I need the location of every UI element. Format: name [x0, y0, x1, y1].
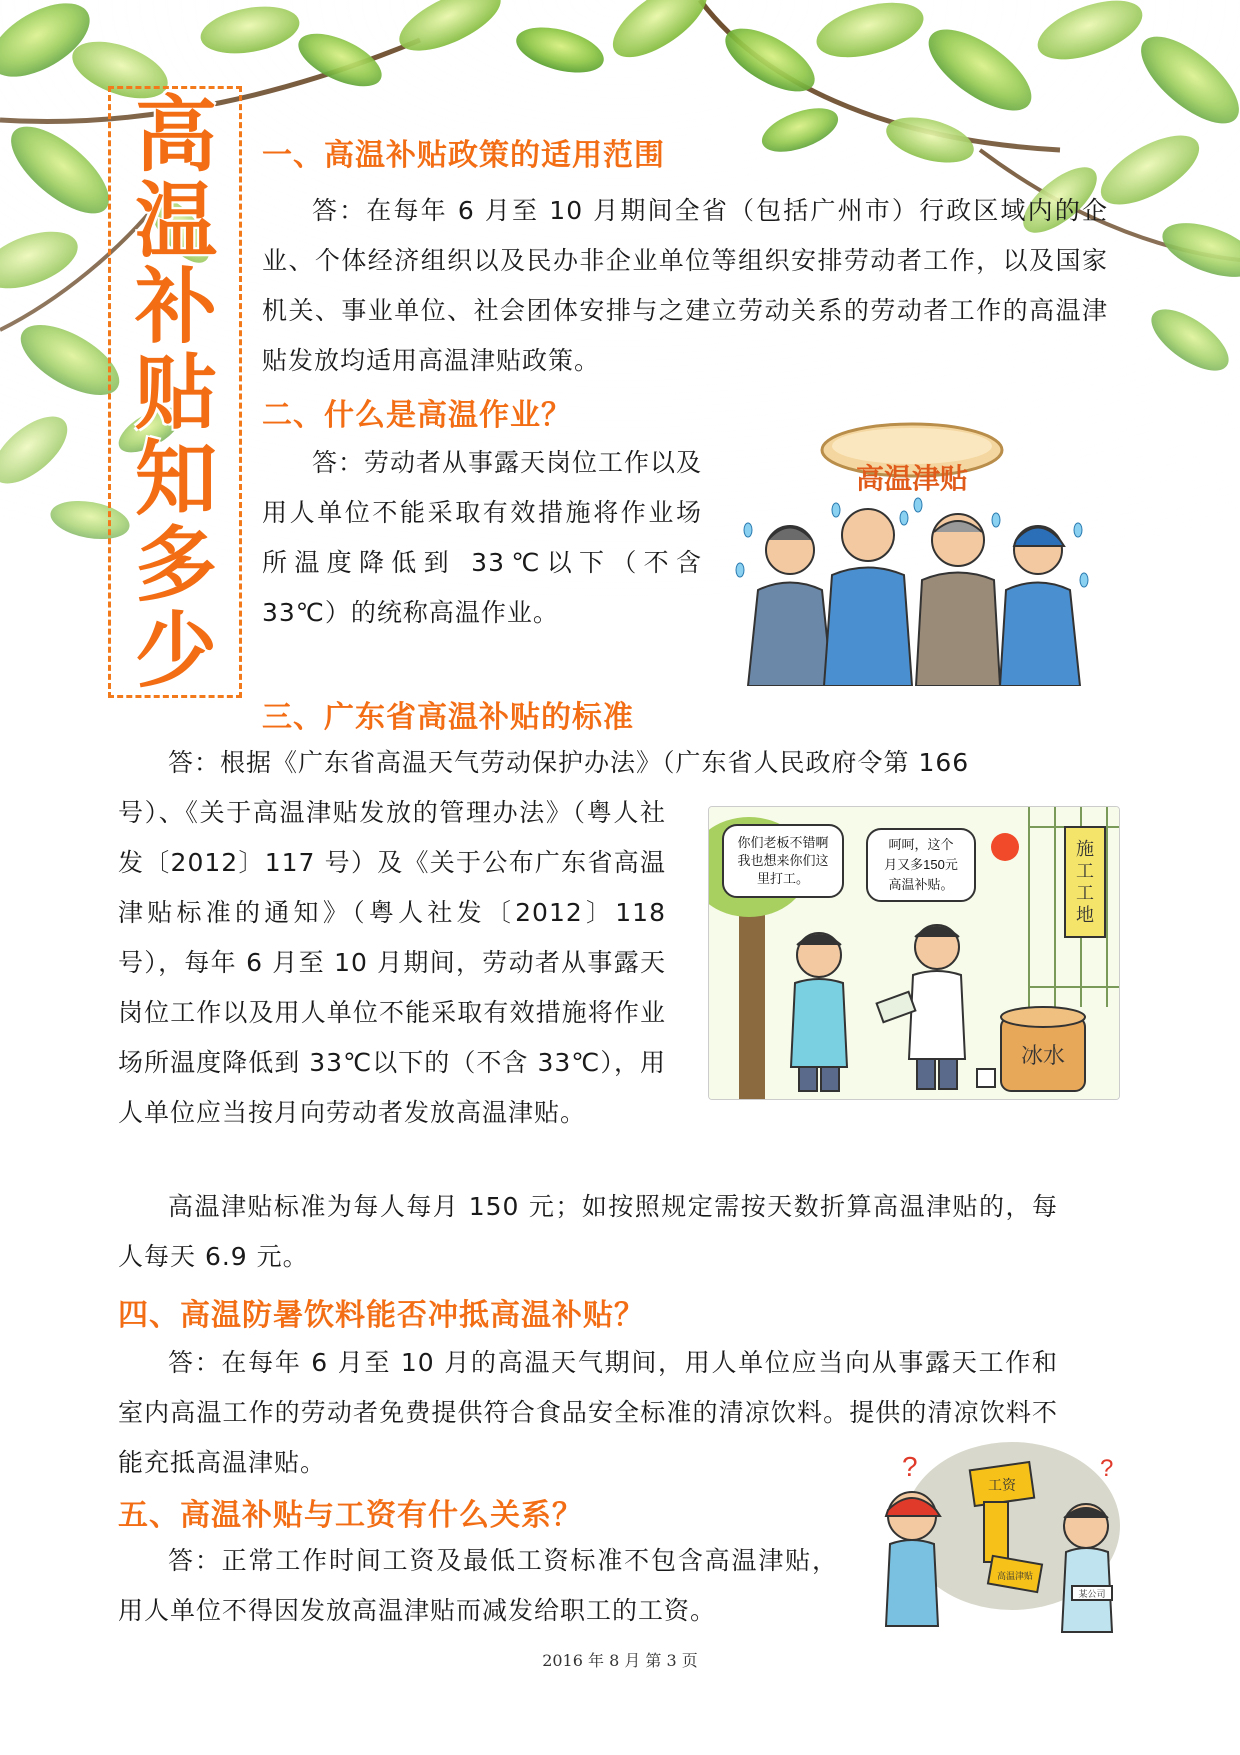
company-tag: 某公司: [1078, 1589, 1106, 1599]
bubble-left-text: 我也想来你们这: [737, 853, 829, 868]
allowance-tag: 高温津贴: [996, 1571, 1034, 1581]
section-3-body: 号）、《关于高温津贴发放的管理办法》（粤人社发〔2012〕117 号）及《关于公布广东省高温津贴标准的通知》（粤人社发〔2012〕118 号），每年 6 月至 10 月期间，劳动者从事露天岗位工作以及用人单位不能采取有效措施将作业场所温度降低到 33℃以下的（不含 33℃），用人单位应当按月向劳动者发放高温津贴。: [118, 798, 666, 1127]
page-footer: 2016 年 8 月 第 3 页: [542, 1651, 698, 1670]
bubble-left-text: 你们老板不错啊: [737, 835, 829, 850]
construction-site-illustration: [708, 806, 1120, 1100]
bubble-right-text: 呵呵，这个: [888, 837, 954, 852]
site-sign-char: 工: [1076, 861, 1094, 881]
wage-tag: 工资: [988, 1477, 1016, 1493]
title-char: 少: [134, 603, 217, 699]
bubble-left-text: 里打工。: [756, 871, 810, 886]
section-3-body-line1: 答：根据《广东省高温天气劳动保护办法》（广东省人民政府令第 166: [168, 748, 970, 777]
section-4-heading: 四、高温防暑饮料能否冲抵高温补贴？: [118, 1298, 645, 1333]
section-5-body: 答：正常工作时间工资及最低工资标准不包含高温津贴，用人单位不得因发放高温津贴而减发给职工的工资。: [118, 1546, 838, 1625]
workers-illustration: [728, 410, 1096, 686]
question-icon: ?: [902, 1451, 918, 1482]
title-char: 温: [134, 173, 217, 269]
section-3-heading: 三、广东省高温补贴的标准: [262, 700, 634, 735]
title-char: 知: [134, 431, 217, 527]
section-2-heading: 二、什么是高温作业？: [262, 398, 572, 433]
bubble-right-text: 高温补贴。: [888, 877, 954, 892]
section-4-body: 答：在每年 6 月至 10 月的高温天气期间，用人单位应当向从事露天工作和室内高温工作的劳动者免费提供符合食品安全标准的清凉饮料。提供的清凉饮料不能充抵高温津贴。: [118, 1348, 1058, 1477]
section-3-body-2: 高温津贴标准为每人每月 150 元；如按照规定需按天数折算高温津贴的，每人每天 6.9 元。: [118, 1192, 1058, 1271]
section-1-body: 答：在每年 6 月至 10 月期间全省（包括广州市）行政区域内的企业、个体经济组织以及民办非企业单位等组织安排劳动者工作，以及国家机关、事业单位、社会团体安排与之建立劳动关系的劳动者工作的高温津贴发放均适用高温津贴政策。: [262, 196, 1108, 375]
wage-illustration: [872, 1436, 1122, 1636]
site-sign-char: 地: [1076, 905, 1094, 925]
section-2-body: 答：劳动者从事露天岗位工作以及用人单位不能采取有效措施将作业场所温度降低到 33℃以下（不含 33℃）的统称高温作业。: [262, 448, 703, 627]
site-sign-char: 工: [1076, 883, 1094, 903]
question-icon: ?: [1100, 1455, 1114, 1482]
bucket-label: 冰水: [1020, 1043, 1066, 1068]
bubble-right-text: 月又多150元: [884, 857, 958, 872]
site-sign-char: 施: [1076, 839, 1094, 859]
title-char: 补: [134, 259, 217, 355]
vertical-title: [118, 87, 234, 699]
title-char: 高: [134, 87, 217, 183]
title-char: 多: [134, 517, 217, 613]
title-char: 贴: [134, 345, 217, 441]
workers-banner: 高温津贴: [855, 463, 969, 494]
section-1-heading: 一、高温补贴政策的适用范围: [262, 138, 665, 173]
section-5-heading: 五、高温补贴与工资有什么关系？: [118, 1498, 583, 1533]
